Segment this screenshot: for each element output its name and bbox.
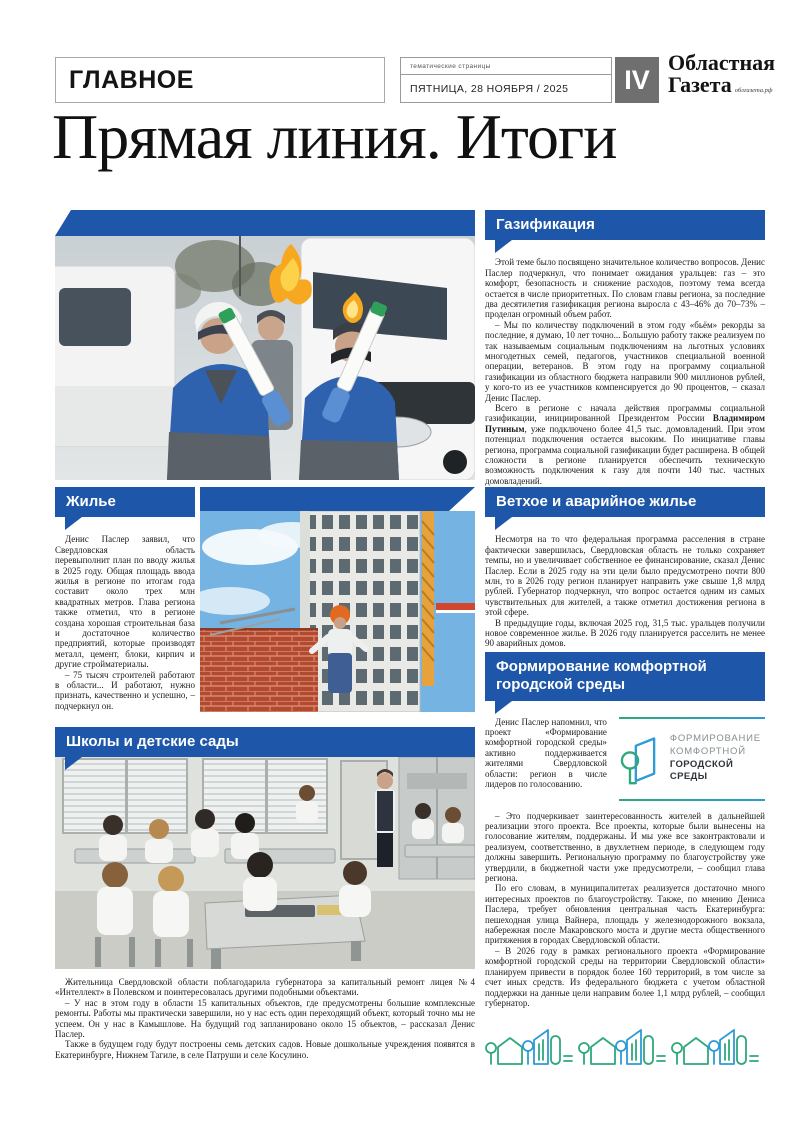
section-schools-body [55, 977, 475, 1060]
page-number: IV [624, 64, 650, 95]
body-paragraph: – Мы по количеству подключений в этом году «бьём» рекорды за последние, я думаю, 10 лет точно... Большую работу также реализуем по так называемым социальным подключениям на льготных условиях многодетных семей, педагогов, участников специальной военной операции, ветеранов. В этом году на программу социальной газификации из областного бюджета направили 900 миллионов рублей, у кого-то из ее участников компенсируется до 90 процентов, – сказал Денис Паслер. [485, 319, 765, 403]
date-box [400, 57, 612, 103]
body-paragraph [485, 403, 765, 486]
section-urban-environment [485, 652, 765, 1008]
gradient-rule-bottom [619, 799, 765, 801]
text-run-bold: Владимиром Путиным [485, 413, 765, 434]
section-body [55, 534, 195, 711]
photo-blue-band [200, 487, 475, 511]
city-skyline-ornament [485, 1020, 765, 1068]
section-title-line2: городской среды [496, 676, 626, 694]
photo-blue-band [55, 210, 475, 236]
section-gasification [485, 210, 765, 486]
section-title-dilapidated: Ветхое и аварийное жилье [485, 487, 765, 517]
fkgs-logo [619, 719, 765, 799]
construction-photo [200, 487, 475, 712]
masthead-line1: Областная [668, 50, 776, 75]
section-body [485, 257, 765, 486]
rubric-box [55, 57, 385, 103]
masthead-site: облгазета.рф [734, 86, 773, 94]
fkgs-line2: КОМФОРТНОЙ [669, 745, 746, 757]
pages-note: тематические страницы [401, 58, 611, 75]
rubric-label: ГЛАВНОЕ [69, 65, 194, 94]
section-title-gasification: Газификация [485, 210, 765, 240]
body-paragraph: Несмотря на то что федеральная программа расселения в стране фактически завершилась, Свердловская область не только сохраняет темпы, но и увеличивает собственное ее финансирование, сказал Денис Паслер. Если в 2025 году на эти цели было предусмотрено почти 800 млн, то в 2026 году регион планирует направить уже свыше 1,8 млрд рублей. Губернатор подчеркнул, что вопрос остается одним из самых чувствительных для жителей, а также отметил достижения региона в этой сфере. [485, 534, 765, 618]
section-body [485, 534, 765, 648]
text-run: , уже подключено более 41,5 тыс. домовладений. При этом потенциал подключения остается высоким. По инициативе главы региона, программа социальной газификации будет расширена. В общей сложности в регионе планируется обеспечить техническую возможность подключения к газу для почти 140 тыс. частных домовладений. [485, 423, 765, 486]
section-schools-band [55, 727, 475, 757]
construction-illustration [200, 511, 475, 712]
section-title-schools: Школы и детские сады [55, 727, 475, 757]
section-title-line1: Формирование комфортной [496, 658, 707, 675]
fkgs-logo-text [670, 733, 765, 784]
text-run: Всего в регионе с начала действия программы социальной газификации, инициированной Президентом России [485, 402, 765, 424]
section-body [485, 811, 765, 1009]
section-title-housing: Жилье [55, 487, 195, 517]
gas-ceremony-photo [55, 210, 475, 480]
fkgs-line3: ГОРОДСКОЙ СРЕДЫ [669, 758, 734, 783]
masthead-line2 [668, 71, 778, 97]
page-headline: Прямая линия. Итоги [52, 101, 617, 172]
body-paragraph: Также в будущем году будут построены семь детских садов. Новые дошкольные учреждения появятся в Екатеринбурге, Нижнем Тагиле, в селе Патруши и селе Косулино. [55, 1039, 475, 1060]
section-dilapidated [485, 487, 765, 649]
fkgs-door-leaf-icon [619, 729, 663, 789]
masthead-logo [668, 52, 778, 95]
urban-intro-column [485, 717, 607, 801]
body-paragraph: Этой теме было посвящено значительное количество вопросов. Денис Паслер подчеркнул, что понимает ожидания уральцев: газ – это комфорт, безопасность и снижение расходов, поэтому тема всегда остается в числе приоритетных. По словам главы региона, за последние два десятилетия газификация региона выросла с 43–46% до 70–73% – проделан огромный объем работ. [485, 257, 765, 320]
body-paragraph: Денис Паслер напомнил, что проект «Формирование комфортной городской среды» активно поддерживается жителями Свердловской области: регион в числе лидеров по голосованию. [485, 716, 607, 790]
section-housing [55, 487, 195, 711]
masthead-word: Газета [668, 71, 732, 97]
body-paragraph: Денис Паслер заявил, что Свердловская область перевыполнит план по вводу жилья в 2025 году. Общая площадь ввода жилья в регионе по итогам года составит около трех млн квадратных метров. Глава региона также отметил, что в регионе создана хорошая строительная база и достаточное количество предприятий, которые производят металл, цемент, блоки, кирпич и другие стройматериалы. [55, 534, 195, 670]
body-paragraph: Жительница Свердловской области поблагодарила губернатора за капитальный ремонт лицея №4 «Интеллект» в Полевском и поинтересовалась другими подобными объектами. [55, 977, 475, 998]
body-paragraph: По его словам, в муниципалитетах реализуется достаточно много интересных проектов по благоустройству. Также, по мнению Дениса Паслера, требует обновления центральная часть Екатеринбурга: пешеходная улица Вайнера, площадь у железнодорожного вокзала, набережная после Макаровского моста и другие места общественного притяжения в городах Свердловской области. [485, 883, 765, 946]
fkgs-logo-block [617, 717, 765, 801]
body-paragraph: – Это подчеркивает заинтересованность жителей в дальнейшей реализации этого проекта. Все проекты, которые были вынесены на голосование жителям, поддержаны. И мы уже все законтрактовали и реализуем, соответственно, в двухлетнем периоде, в следующем году должны завершить. Региональную программу по благоустройству уже утвердили, в бюджетной части уже предусмотрели, – сообщил глава региона. [485, 810, 765, 884]
gas-ceremony-illustration [55, 236, 475, 480]
issue-date: ПЯТНИЦА, 28 НОЯБРЯ / 2025 [410, 82, 569, 95]
body-paragraph: В предыдущие годы, включая 2025 год, 31,5 тыс. уральцев получили новое современное жилье. В 2026 году планируется расселить не менее 90 аварийных домов. [485, 617, 765, 649]
urban-columns [485, 717, 765, 801]
body-paragraph: – У нас в этом году в области 15 капитальных объектов, где предусмотрены большие комплексные ремонты. Работы мы практически завершили, но у нас есть один переходящий объект, который точно мы не успеем. Он у нас в Камышлове. На будущий год запланировано около 15 объектов, – рассказал Денис Паслер. [55, 997, 475, 1040]
city-skyline-icon [485, 1020, 765, 1068]
fkgs-line1: ФОРМИРОВАНИЕ [669, 732, 761, 744]
section-title-urban [485, 652, 765, 701]
body-paragraph: – В 2026 году в рамках регионального проекта «Формирование комфортной городской среды на территории Свердловской области» планируем привести в порядок более 160 территорий, в том числе за счет иных средств. Из федерального бюджета с учетом областной поддержки на данные цели направим более 1,1 млрд рублей, – сообщил губернатор. [485, 945, 765, 1008]
page-number-badge [615, 57, 659, 103]
classroom-illustration [55, 753, 475, 969]
body-paragraph: – 75 тысяч строителей работают в области... И работают, нужно признать, качественно и успешно, – подчеркнул он. [55, 669, 195, 711]
classroom-photo [55, 753, 475, 969]
